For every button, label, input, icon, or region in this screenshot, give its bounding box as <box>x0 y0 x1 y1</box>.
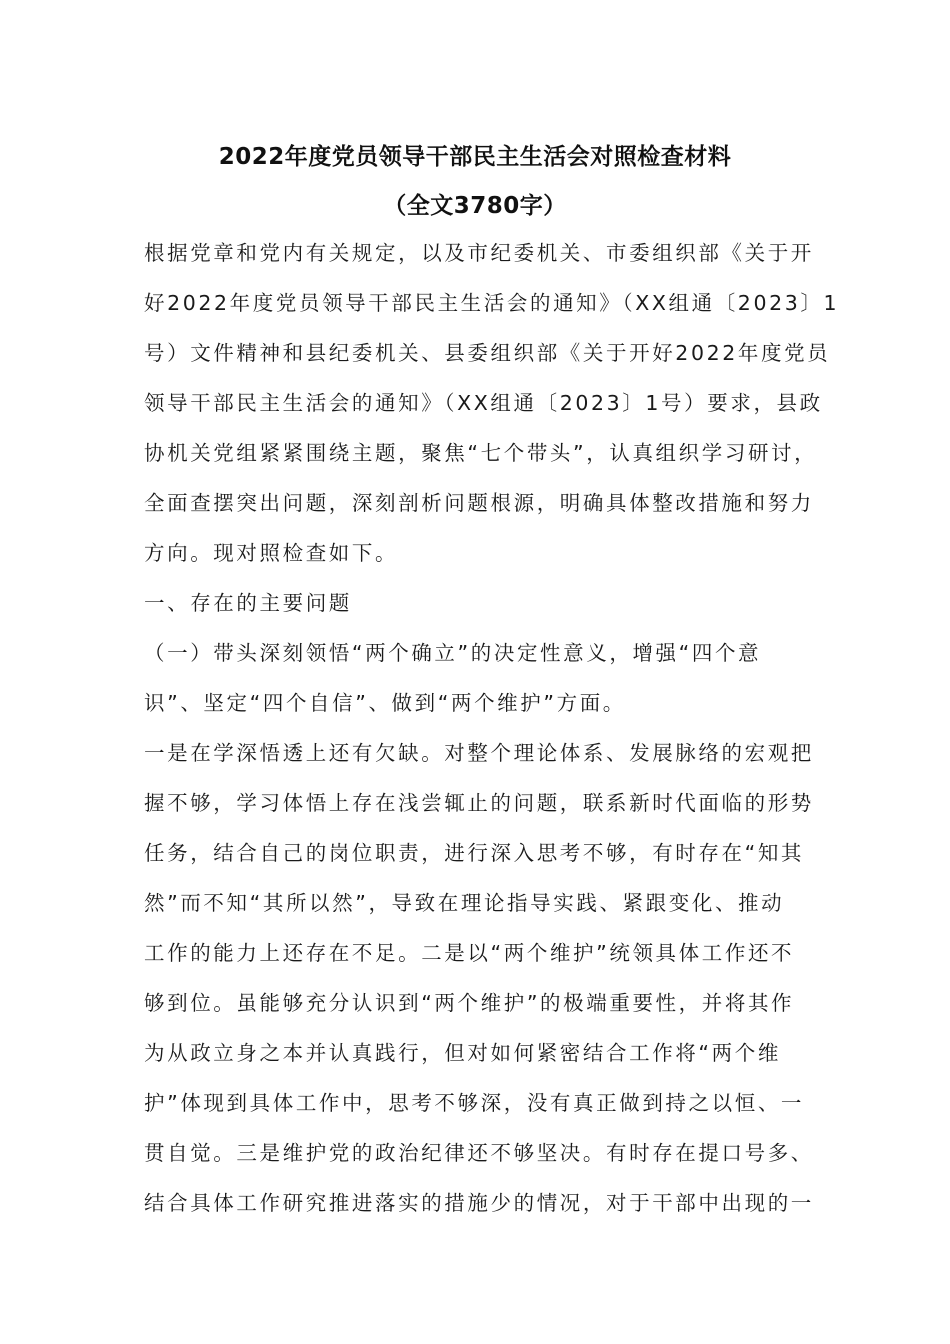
body-line-18: 护”体现到具体工作中，思考不够深，没有真正做到持之以恒、一 <box>144 1091 805 1115</box>
body-line-7: 方向。现对照检查如下。 <box>144 541 399 565</box>
subsection-heading-line-2: 识”、坚定“四个自信”、做到“两个维护”方面。 <box>144 691 626 715</box>
body-line-15: 工作的能力上还存在不足。二是以“两个维护”统领具体工作还不 <box>144 941 795 965</box>
body-line-3: 号）文件精神和县纪委机关、县委组织部《关于开好2022年度党员 <box>144 341 831 365</box>
body-line-13: 任务，结合自己的岗位职责，进行深入思考不够，有时存在“知其 <box>144 841 805 865</box>
body-line-6: 全面查摆突出问题，深刻剖析问题根源，明确具体整改措施和努力 <box>144 491 814 515</box>
body-line-19: 贯自觉。三是维护党的政治纪律还不够坚决。有时存在提口号多、 <box>144 1141 814 1165</box>
document-subtitle: （全文3780字） <box>383 193 567 219</box>
body-line-5: 协机关党组紧紧围绕主题，聚焦“七个带头”，认真组织学习研讨， <box>144 441 818 465</box>
body-line-20: 结合具体工作研究推进落实的措施少的情况，对于干部中出现的一 <box>144 1191 814 1215</box>
body-line-14: 然”而不知“其所以然”，导致在理论指导实践、紧跟变化、推动 <box>144 891 785 915</box>
body-line-4: 领导干部民主生活会的通知》（XX组通〔2023〕1号）要求，县政 <box>144 391 823 415</box>
body-line-12: 握不够，学习体悟上存在浅尝辄止的问题，联系新时代面临的形势 <box>144 791 814 815</box>
body-line-11: 一是在学深悟透上还有欠缺。对整个理论体系、发展脉络的宏观把 <box>144 741 814 765</box>
subsection-heading-line-1: （一）带头深刻领悟“两个确立”的决定性意义，增强“四个意 <box>144 641 762 665</box>
body-line-16: 够到位。虽能够充分认识到“两个维护”的极端重要性，并将其作 <box>144 991 795 1015</box>
section-heading: 一、存在的主要问题 <box>144 591 352 615</box>
body-line-1: 根据党章和党内有关规定，以及市纪委机关、市委组织部《关于开 <box>144 241 814 265</box>
body-line-17: 为从政立身之本并认真践行，但对如何紧密结合工作将“两个维 <box>144 1041 781 1065</box>
body-line-2: 好2022年度党员领导干部民主生活会的通知》（XX组通〔2023〕1 <box>144 291 840 315</box>
document-title: 2022年度党员领导干部民主生活会对照检查材料 <box>218 144 732 170</box>
